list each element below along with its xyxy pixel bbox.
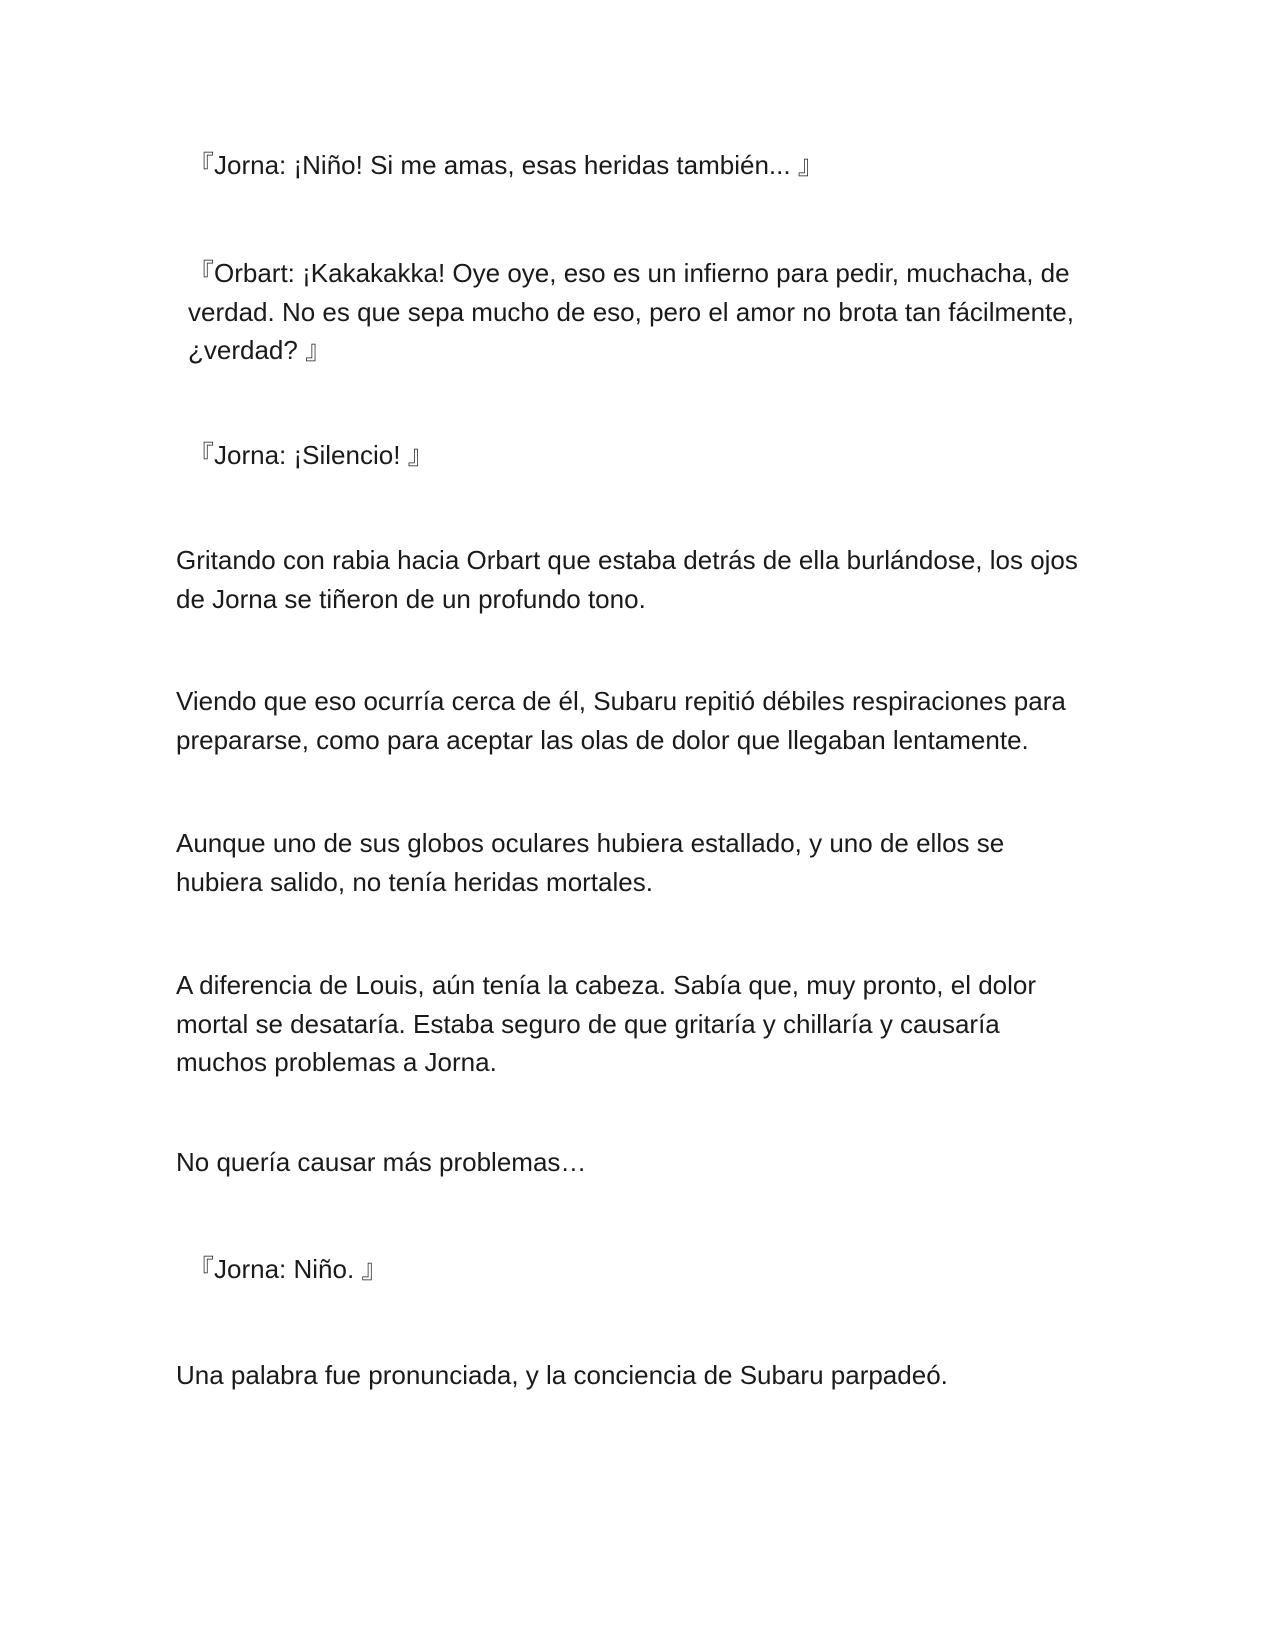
dialogue-orbart: 『Orbart: ¡Kakakakka! Oye oye, eso es un infierno para pedir, muchacha, de verdad. No es que sepa mucho de eso, pero el amor no brota tan fácilmente, ¿verdad? 』: [188, 258, 1074, 365]
paragraph-viendo: Viendo que eso ocurría cerca de él, Subaru repitió débiles respiraciones para prepararse, como para aceptar las olas de dolor que llegaban lentamente.: [176, 686, 1066, 755]
paragraph-no-queria: No quería causar más problemas…: [176, 1147, 587, 1177]
paragraph-aunque: Aunque uno de sus globos oculares hubiera estallado, y uno de ellos se hubiera salido, no tenía heridas mortales.: [176, 828, 1005, 897]
paragraph-diferencia: A diferencia de Louis, aún tenía la cabeza. Sabía que, muy pronto, el dolor mortal se desataría. Estaba seguro de que gritaría y chillaría y causaría muchos problemas a Jorna.: [176, 970, 1037, 1077]
paragraph-gritando: Gritando con rabia hacia Orbart que estaba detrás de ella burlándose, los ojos de Jorna se tiñeron de un profundo tono.: [176, 545, 1078, 614]
dialogue-jorna-2: 『Jorna: ¡Silencio! 』: [188, 440, 434, 470]
dialogue-jorna-3: 『Jorna: Niño. 』: [188, 1254, 388, 1284]
paragraph-palabra: Una palabra fue pronunciada, y la conciencia de Subaru parpadeó.: [176, 1360, 948, 1390]
dialogue-jorna-1: 『Jorna: ¡Niño! Si me amas, esas heridas también... 』: [188, 150, 824, 180]
